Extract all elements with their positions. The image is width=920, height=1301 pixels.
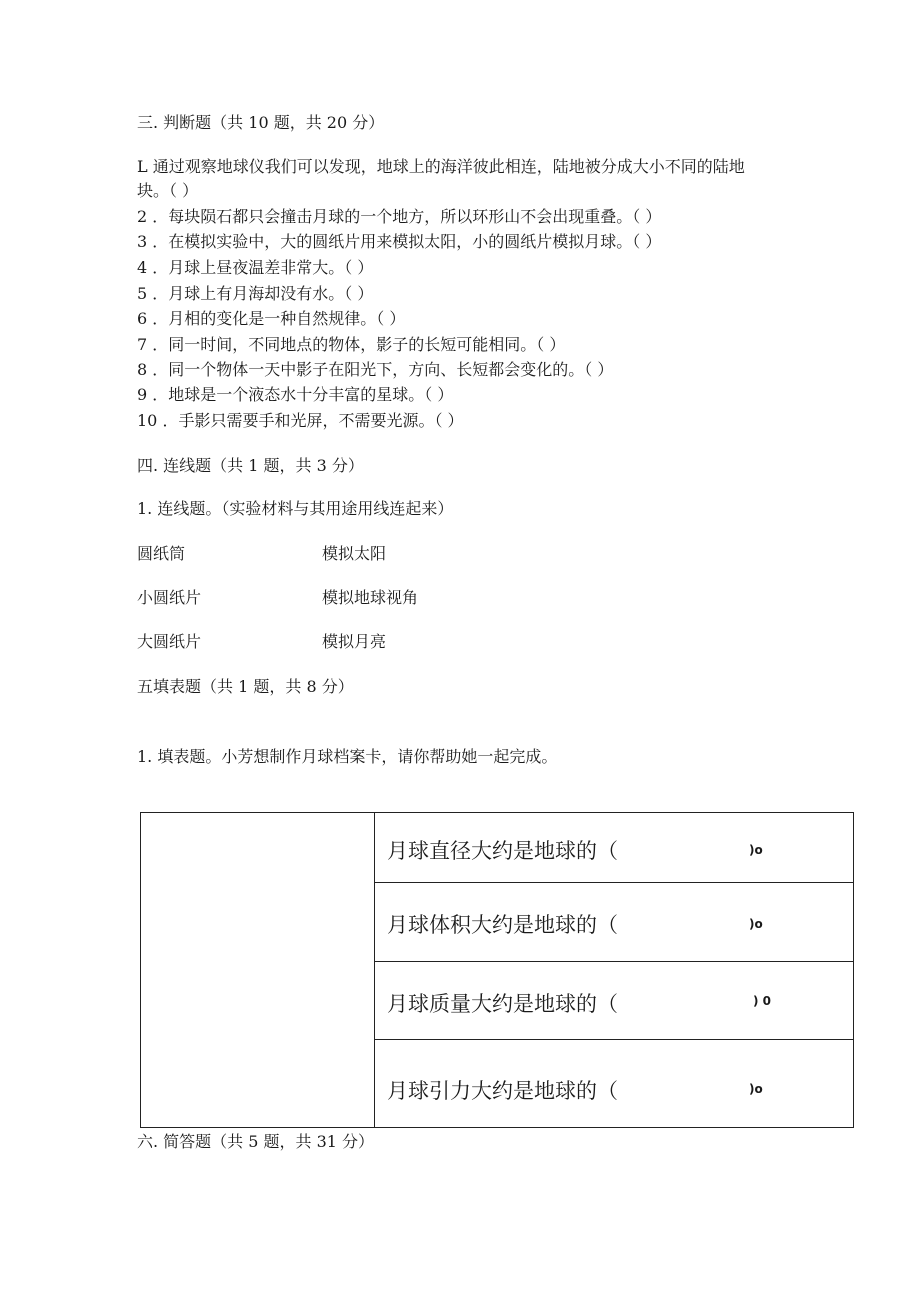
- table-row: [375, 1040, 853, 1127]
- table-row: [375, 813, 853, 883]
- q3-7: 7 ．同一时间，不同地点的物体，影子的长短可能相同。（ ）: [137, 335, 566, 354]
- table-row: [375, 883, 853, 962]
- row-label: 月球体积大约是地球的（: [387, 913, 618, 937]
- q3-8: 8 ．同一个物体一天中影子在阳光下，方向、长短都会变化的。（ ）: [137, 360, 614, 379]
- q3-1-line2: 块。（ ）: [137, 181, 199, 200]
- q5-1: 1. 填表题。小芳想制作月球档案卡，请你帮助她一起完成。: [137, 747, 558, 766]
- row-label: 月球直径大约是地球的（: [387, 839, 618, 863]
- q3-2: 2 ．每块陨石都只会撞击月球的一个地方，所以环形山不会出现重叠。（ ）: [137, 207, 662, 226]
- q3-9: 9 ．地球是一个液态水十分丰富的星球。（ ）: [137, 385, 454, 404]
- q3-1-line1: L 通过观察地球仪我们可以发现，地球上的海洋彼此相连，陆地被分成大小不同的陆地: [137, 157, 745, 176]
- row-blank-end[interactable]: )o: [749, 917, 763, 931]
- q3-4: 4 ．月球上昼夜温差非常大。（ ）: [137, 258, 374, 277]
- match-left-item: 大圆纸片: [137, 632, 202, 651]
- row-blank-end[interactable]: )o: [749, 843, 763, 857]
- q3-10: 10 ．手影只需要手和光屏，不需要光源。（ ）: [137, 411, 464, 430]
- q3-6: 6 ．月相的变化是一种自然规律。（ ）: [137, 309, 406, 328]
- q3-5: 5 ．月球上有月海却没有水。（ ）: [137, 284, 374, 303]
- match-right-item: 模拟月亮: [322, 632, 387, 651]
- row-label: 月球引力大约是地球的（: [387, 1079, 618, 1103]
- match-right-item: 模拟太阳: [322, 544, 387, 563]
- section4-heading: 四. 连线题（共 1 题，共 3 分）: [137, 456, 364, 475]
- row-label: 月球质量大约是地球的（: [387, 992, 618, 1016]
- table-row: [375, 962, 853, 1040]
- moon-profile-table: [140, 812, 854, 1128]
- section3-heading: 三. 判断题（共 10 题，共 20 分）: [137, 113, 385, 132]
- moon-image-cell: [141, 813, 375, 1127]
- match-left-item: 圆纸筒: [137, 544, 186, 563]
- row-blank-end[interactable]: ) 0: [753, 994, 772, 1008]
- match-left-item: 小圆纸片: [137, 588, 202, 607]
- section5-heading: 五填表题（共 1 题，共 8 分）: [137, 677, 354, 696]
- q4-1: 1. 连线题。（实验材料与其用途用线连起来）: [137, 499, 454, 518]
- q3-3: 3 ．在模拟实验中，大的圆纸片用来模拟太阳，小的圆纸片模拟月球。（ ）: [137, 232, 662, 251]
- row-blank-end[interactable]: )o: [749, 1082, 763, 1096]
- section6-heading: 六. 简答题（共 5 题，共 31 分）: [137, 1132, 375, 1151]
- match-right-item: 模拟地球视角: [322, 588, 419, 607]
